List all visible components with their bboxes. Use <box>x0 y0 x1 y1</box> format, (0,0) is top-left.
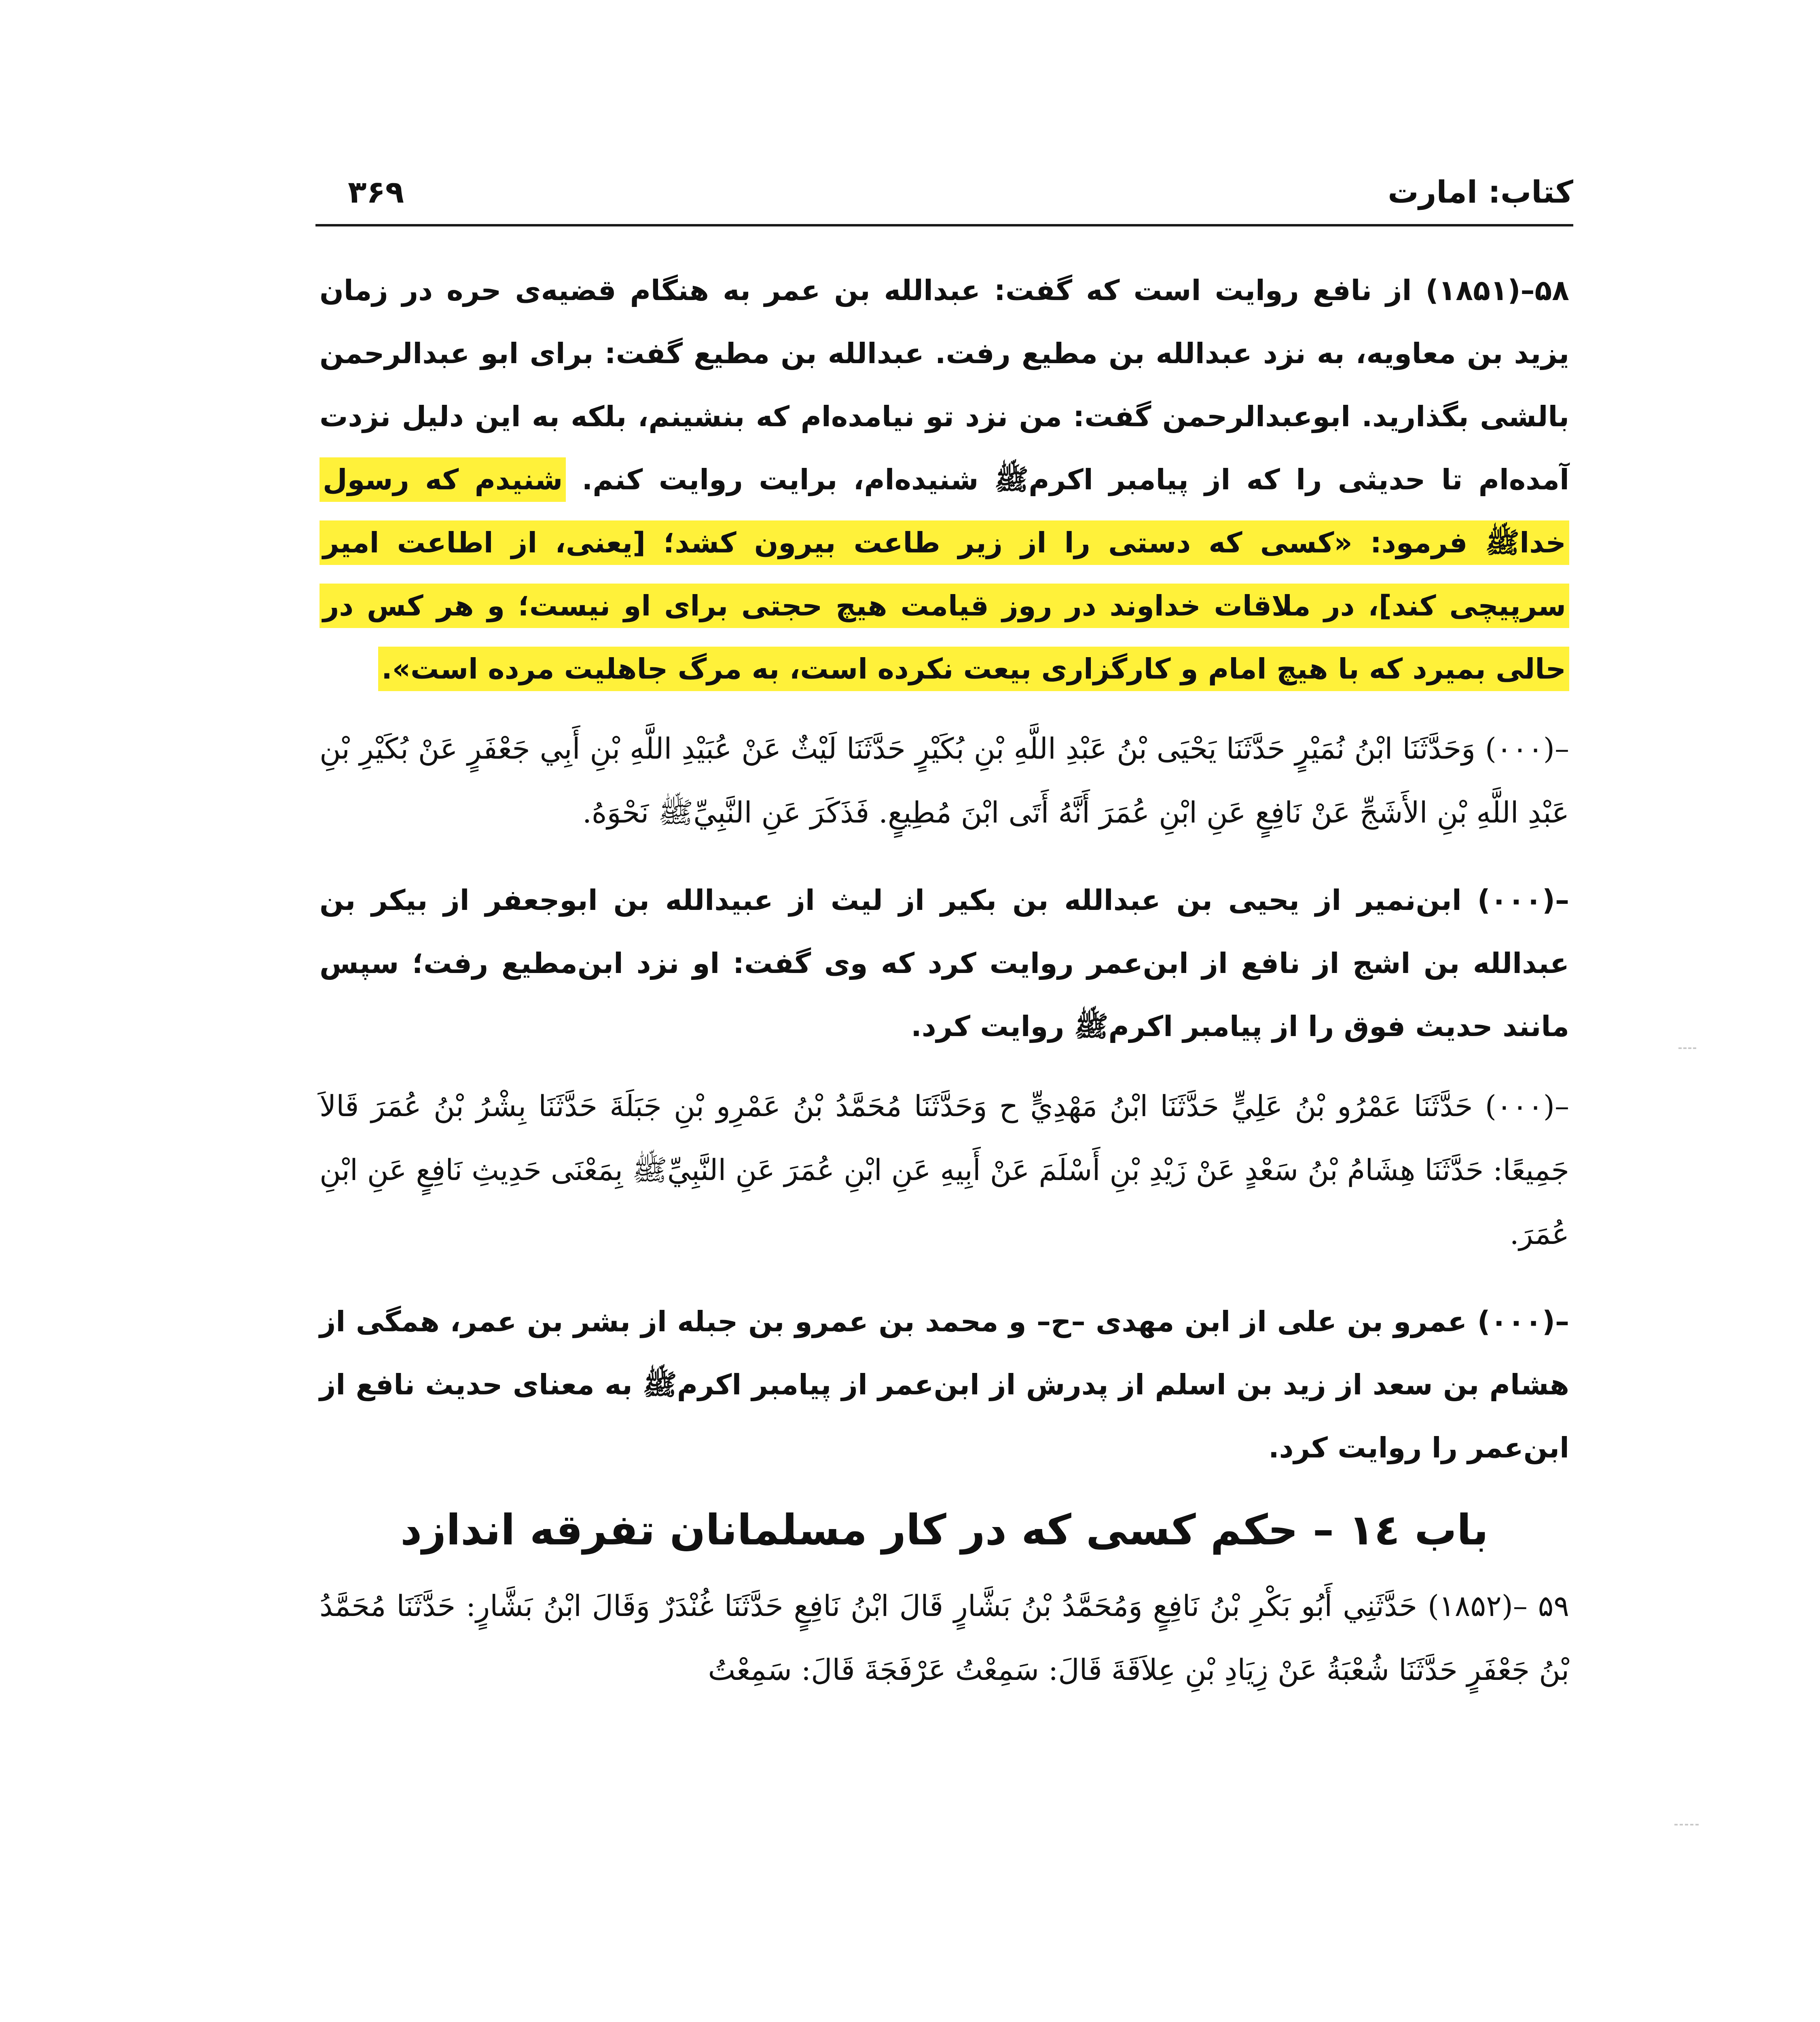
hadith-arabic-chain-2: –(۰۰۰) حَدَّثَنَا عَمْرُو بْنُ عَلِيٍّ حَدَّثَنَا ابْنُ مَهْدِيٍّ ح وَحَدَّثَنَا مُحَمَّدُ بْنُ عَمْرِو بْنِ جَبَلَةَ حَدَّثَنَا بِشْرُ بْنُ عُمَرَ قَالاَ جَمِيعًا: حَدَّثَنَا هِشَامُ بْنُ سَعْدٍ عَنْ زَيْدِ بْنِ أَسْلَمَ عَنْ أَبِيهِ عَنِ ابْنِ عُمَرَ عَنِ النَّبِيِّﷺ بِمَعْنَى حَدِيثِ نَافِعٍ عَنِ ابْنِ عُمَرَ. <box>320 1089 1569 1251</box>
book-title: کتاب: امارت <box>1388 174 1573 210</box>
page-header <box>315 166 1573 226</box>
page-content <box>320 259 1569 1702</box>
hadith-arabic-chain-1: –(۰۰۰) وَحَدَّثَنَا ابْنُ نُمَيْرٍ حَدَّثَنَا يَحْيَى بْنُ عَبْدِ اللَّهِ بْنِ بُكَيْرٍ حَدَّثَنَا لَيْثٌ عَنْ عُبَيْدِ اللَّهِ بْنِ أَبِي جَعْفَرٍ عَنْ بُكَيْرِ بْنِ عَبْدِ اللَّهِ بْنِ الأَشَجِّ عَنْ نَافِعٍ عَنِ ابْنِ عُمَرَ أَنَّهُ أَتَى ابْنَ مُطِيعٍ. فَذَكَرَ عَنِ النَّبِيِّﷺ نَحْوَهُ. <box>320 732 1569 829</box>
chapter-heading: باب ١٤ – حکم کسی که در کار مسلمانان تفرقه اندازد <box>400 1505 1489 1555</box>
scan-artifact <box>1674 1824 1699 1825</box>
hadith-translation-chain-2: –(۰۰۰) عمرو بن علی از ابن مهدی –ح– و محمد بن عمرو بن جبله از بشر بن عمر، همگی از هشام بن سعد از زید بن اسلم از پدرش از ابن‌عمر از پیامبر اکرمﷺ به معنای حدیث نافع از ابن‌عمر را روایت کرد. <box>320 1305 1569 1464</box>
hadith-1851-translation <box>320 259 1569 700</box>
hadith-translation-chain-1: –(۰۰۰) ابن‌نمیر از یحیی بن عبدالله بن بکیر از لیث از عبیدالله بن ابوجعفر از بیکر بن عبدالله بن اشج از نافع از ابن‌عمر روایت کرد که وی گفت: او نزد ابن‌مطیع رفت؛ سپس مانند حدیث فوق را از پیامبر اکرمﷺ روایت کرد. <box>320 884 1569 1043</box>
page-number: ۳۶۹ <box>348 174 404 210</box>
hadith-1851-intro: ۵۸–(۱۸۵۱) از نافع روایت است که گفت: عبدالله بن عمر به هنگام قضیه‌ی حره در زمان یزید بن معاویه، به نزد عبدالله بن مطیع رفت. عبدالله بن مطیع گفت: برای ابو عبدالرحمن بالشی بگذارید. ابوعبدالرحمن گفت: من نزد تو نیامده‌ام که بنشینم، بلکه به این دلیل نزدت آمده‌ام تا حدیثی را که از پیامبر اکرمﷺ شنیده‌ام، برایت روایت کنم. <box>320 274 1569 496</box>
scan-artifact <box>1678 1047 1696 1049</box>
header-rule <box>315 224 1573 226</box>
highlighted-passage: شنیدم که رسول خداﷺ فرمود: «کسی که دستی را از زیر طاعت بیرون کشد؛ [یعنی، از اطاعت امیر سرپیچی کند]، در ملاقات خداوند در روز قیامت هیچ حجتی برای او نیست؛ و هر کس در حالی بمیرد که با هیچ امام و کارگزاری بیعت نکرده است، به مرگ جاهلیت مرده است». <box>320 457 1569 691</box>
hadith-1852-arabic: ۵۹ –(۱۸۵۲) حَدَّثَنِي أَبُو بَكْرِ بْنُ نَافِعٍ وَمُحَمَّدُ بْنُ بَشَّارٍ قَالَ ابْنُ نَافِعٍ حَدَّثَنَا غُنْدَرٌ وَقَالَ ابْنُ بَشَّارٍ: حَدَّثَنَا مُحَمَّدُ بْنُ جَعْفَرٍ حَدَّثَنَا شُعْبَةُ عَنْ زِيَادِ بْنِ عِلاَقَةَ قَالَ: سَمِعْتُ عَرْفَجَةَ قَالَ: سَمِعْتُ <box>320 1589 1569 1687</box>
